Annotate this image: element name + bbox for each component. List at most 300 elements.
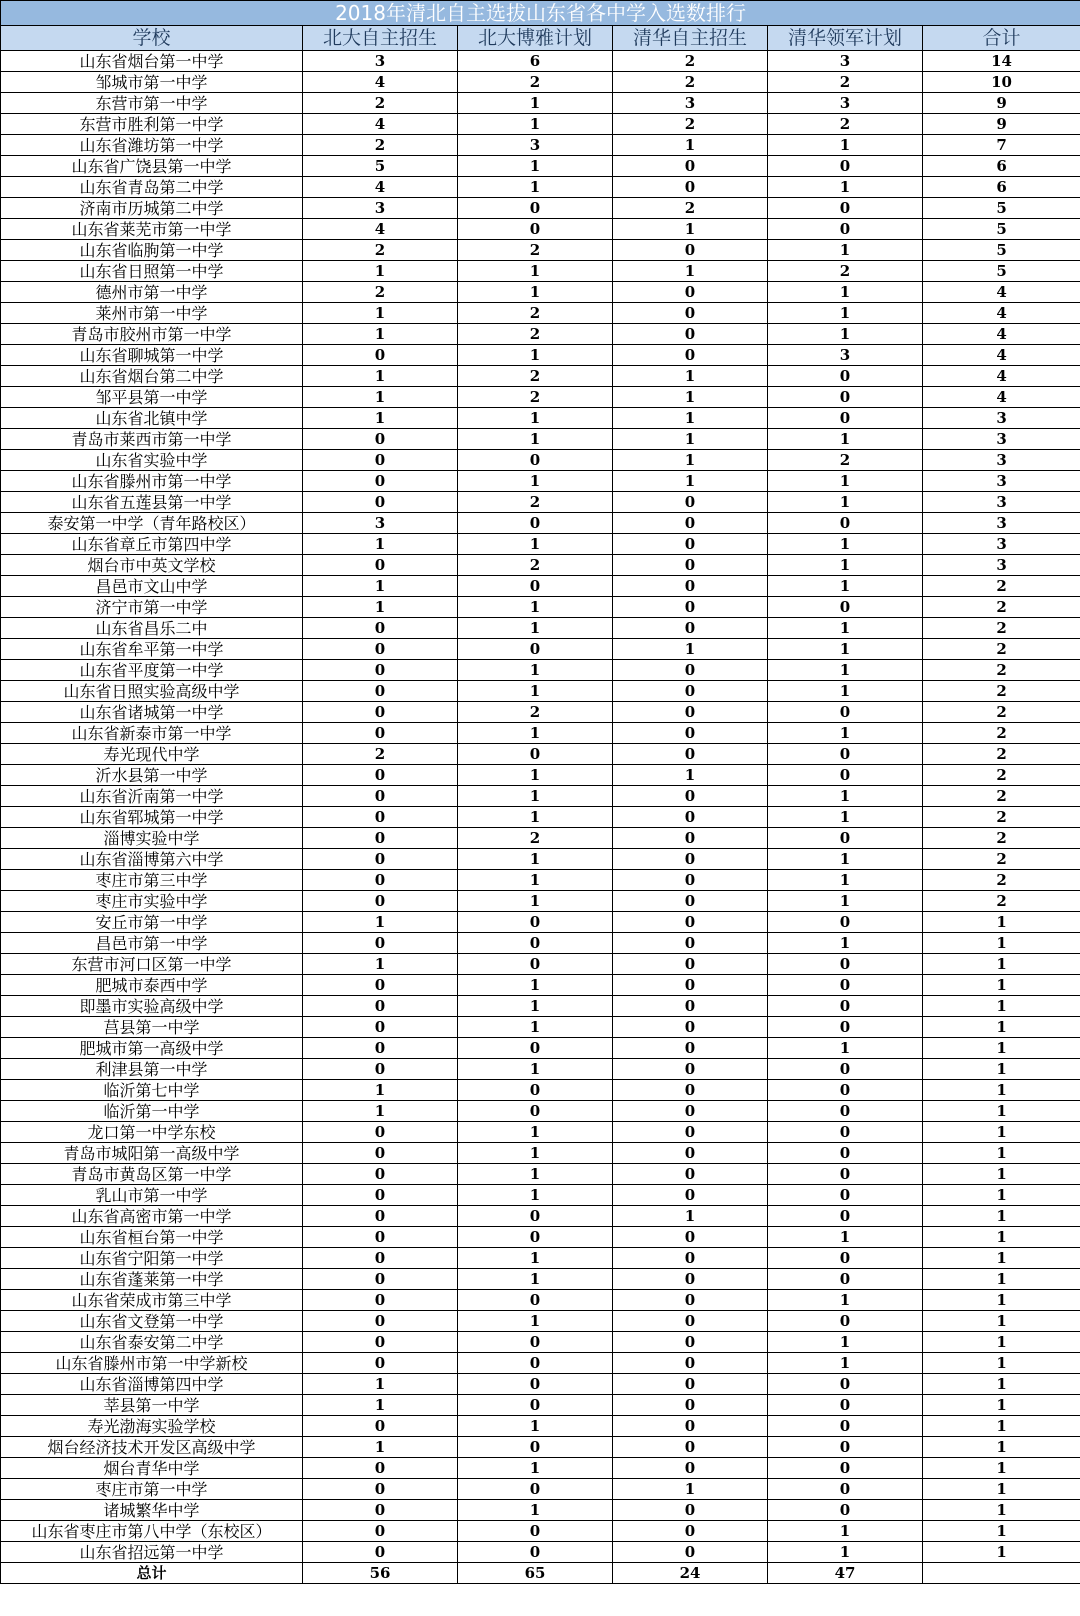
pku-independent-cell: 3: [303, 51, 458, 72]
pku-boya-cell: 0: [458, 1479, 613, 1500]
pku-boya-cell: 1: [458, 681, 613, 702]
table-row: [1, 156, 1080, 177]
total-cell: 1: [923, 933, 1080, 954]
pku-independent-cell: 2: [303, 240, 458, 261]
pku-independent-cell: 0: [303, 1122, 458, 1143]
table-row: [1, 1311, 1080, 1332]
table-row: [1, 639, 1080, 660]
thu-lingjun-cell: 1: [768, 933, 923, 954]
school-cell: 山东省潍坊第一中学: [1, 135, 303, 156]
pku-independent-cell: 0: [303, 471, 458, 492]
thu-independent-cell: 0: [613, 513, 768, 534]
thu-lingjun-cell: 1: [768, 807, 923, 828]
total-cell: 7: [923, 135, 1080, 156]
school-cell: 山东省临朐第一中学: [1, 240, 303, 261]
table-row: [1, 513, 1080, 534]
pku-boya-cell: 0: [458, 1290, 613, 1311]
table-row: [1, 1353, 1080, 1374]
total-cell: 1: [923, 1059, 1080, 1080]
total-cell: 2: [923, 786, 1080, 807]
pku-boya-cell: 2: [458, 240, 613, 261]
table-row: [1, 1521, 1080, 1542]
pku-boya-cell: 0: [458, 1374, 613, 1395]
pku-boya-cell: 1: [458, 93, 613, 114]
total-cell: 3: [923, 408, 1080, 429]
pku-independent-cell: 1: [303, 576, 458, 597]
total-cell: 4: [923, 324, 1080, 345]
total-cell: 1: [923, 1479, 1080, 1500]
thu-lingjun-cell: 1: [768, 1290, 923, 1311]
school-cell: 山东省枣庄市第八中学（东校区）: [1, 1521, 303, 1542]
thu-lingjun-cell: 0: [768, 1143, 923, 1164]
school-cell: 枣庄市实验中学: [1, 891, 303, 912]
school-cell: 邹城市第一中学: [1, 72, 303, 93]
total-cell: 1: [923, 954, 1080, 975]
school-cell: 德州市第一中学: [1, 282, 303, 303]
thu-independent-cell: 0: [613, 555, 768, 576]
pku-boya-cell: 2: [458, 387, 613, 408]
thu-lingjun-cell: 1: [768, 534, 923, 555]
thu-independent-cell: 0: [613, 1143, 768, 1164]
pku-boya-cell: 1: [458, 597, 613, 618]
title-row: [1, 1, 1080, 26]
table-row: [1, 1332, 1080, 1353]
total-cell: 2: [923, 723, 1080, 744]
pku-boya-cell: 0: [458, 1206, 613, 1227]
thu-independent-cell: 0: [613, 492, 768, 513]
pku-independent-cell: 0: [303, 807, 458, 828]
pku-boya-cell: 1: [458, 177, 613, 198]
total-cell: 3: [923, 513, 1080, 534]
total-cell: 1: [923, 1500, 1080, 1521]
total-thu-independent: 24: [613, 1563, 768, 1584]
thu-independent-cell: 0: [613, 1395, 768, 1416]
thu-independent-cell: 2: [613, 72, 768, 93]
table-row: [1, 219, 1080, 240]
thu-independent-cell: 0: [613, 723, 768, 744]
pku-independent-cell: 0: [303, 1206, 458, 1227]
total-label: 总计: [1, 1563, 303, 1584]
school-cell: 山东省蓬莱第一中学: [1, 1269, 303, 1290]
total-cell: 1: [923, 1101, 1080, 1122]
total-sum: [923, 1563, 1080, 1584]
total-cell: 1: [923, 912, 1080, 933]
pku-boya-cell: 0: [458, 912, 613, 933]
pku-independent-cell: 4: [303, 114, 458, 135]
school-cell: 山东省莱芜市第一中学: [1, 219, 303, 240]
table-body: [1, 51, 1080, 1563]
pku-boya-cell: 0: [458, 744, 613, 765]
thu-independent-cell: 0: [613, 1248, 768, 1269]
school-cell: 东营市河口区第一中学: [1, 954, 303, 975]
table-row: [1, 1479, 1080, 1500]
thu-lingjun-cell: 1: [768, 891, 923, 912]
table-row: [1, 1080, 1080, 1101]
pku-independent-cell: 1: [303, 954, 458, 975]
school-cell: 利津县第一中学: [1, 1059, 303, 1080]
thu-lingjun-cell: 0: [768, 1458, 923, 1479]
thu-independent-cell: 0: [613, 849, 768, 870]
pku-independent-cell: 0: [303, 1290, 458, 1311]
pku-boya-cell: 0: [458, 1227, 613, 1248]
table-row: [1, 51, 1080, 72]
thu-independent-cell: 0: [613, 954, 768, 975]
pku-independent-cell: 0: [303, 1038, 458, 1059]
table-row: [1, 177, 1080, 198]
pku-independent-cell: 0: [303, 1311, 458, 1332]
thu-lingjun-cell: 0: [768, 1017, 923, 1038]
header-pku-independent: 北大自主招生: [303, 26, 458, 51]
pku-boya-cell: 1: [458, 1185, 613, 1206]
thu-independent-cell: 0: [613, 1353, 768, 1374]
total-cell: 3: [923, 534, 1080, 555]
total-cell: 2: [923, 681, 1080, 702]
thu-lingjun-cell: 1: [768, 1038, 923, 1059]
pku-independent-cell: 0: [303, 1248, 458, 1269]
school-cell: 泰安第一中学（青年路校区）: [1, 513, 303, 534]
thu-independent-cell: 1: [613, 408, 768, 429]
total-cell: 1: [923, 1521, 1080, 1542]
table-row: [1, 282, 1080, 303]
table-row: [1, 345, 1080, 366]
total-cell: 1: [923, 1080, 1080, 1101]
table-row: [1, 1248, 1080, 1269]
thu-lingjun-cell: 0: [768, 996, 923, 1017]
thu-lingjun-cell: 2: [768, 450, 923, 471]
pku-boya-cell: 1: [458, 534, 613, 555]
header-thu-lingjun: 清华领军计划: [768, 26, 923, 51]
total-cell: 1: [923, 1374, 1080, 1395]
pku-independent-cell: 0: [303, 849, 458, 870]
table-row: [1, 93, 1080, 114]
pku-boya-cell: 2: [458, 324, 613, 345]
pku-boya-cell: 1: [458, 975, 613, 996]
table-row: [1, 1143, 1080, 1164]
thu-independent-cell: 0: [613, 1059, 768, 1080]
thu-lingjun-cell: 1: [768, 177, 923, 198]
pku-boya-cell: 0: [458, 1437, 613, 1458]
table-row: [1, 870, 1080, 891]
pku-independent-cell: 0: [303, 1416, 458, 1437]
school-cell: 寿光现代中学: [1, 744, 303, 765]
thu-independent-cell: 0: [613, 975, 768, 996]
table-row: [1, 492, 1080, 513]
school-cell: 山东省泰安第二中学: [1, 1332, 303, 1353]
thu-lingjun-cell: 1: [768, 618, 923, 639]
total-cell: 6: [923, 177, 1080, 198]
pku-independent-cell: 1: [303, 597, 458, 618]
total-cell: 1: [923, 1395, 1080, 1416]
table-row: [1, 198, 1080, 219]
pku-independent-cell: 0: [303, 618, 458, 639]
pku-independent-cell: 1: [303, 1395, 458, 1416]
total-cell: 2: [923, 870, 1080, 891]
school-cell: 山东省五莲县第一中学: [1, 492, 303, 513]
thu-independent-cell: 0: [613, 618, 768, 639]
total-cell: 1: [923, 1269, 1080, 1290]
table-row: [1, 555, 1080, 576]
thu-lingjun-cell: 2: [768, 261, 923, 282]
thu-independent-cell: 1: [613, 429, 768, 450]
school-cell: 山东省桓台第一中学: [1, 1227, 303, 1248]
thu-lingjun-cell: 1: [768, 240, 923, 261]
school-cell: 东营市胜利第一中学: [1, 114, 303, 135]
school-cell: 安丘市第一中学: [1, 912, 303, 933]
thu-lingjun-cell: 0: [768, 1395, 923, 1416]
thu-independent-cell: 0: [613, 1290, 768, 1311]
pku-independent-cell: 0: [303, 996, 458, 1017]
table-row: [1, 1437, 1080, 1458]
thu-lingjun-cell: 3: [768, 93, 923, 114]
thu-independent-cell: 3: [613, 93, 768, 114]
thu-lingjun-cell: 1: [768, 282, 923, 303]
pku-independent-cell: 0: [303, 1164, 458, 1185]
total-cell: 1: [923, 1416, 1080, 1437]
thu-lingjun-cell: 1: [768, 870, 923, 891]
thu-independent-cell: 0: [613, 240, 768, 261]
pku-independent-cell: 2: [303, 282, 458, 303]
table-row: [1, 597, 1080, 618]
table-row: [1, 681, 1080, 702]
thu-independent-cell: 0: [613, 786, 768, 807]
total-cell: 1: [923, 1290, 1080, 1311]
pku-boya-cell: 1: [458, 114, 613, 135]
thu-independent-cell: 0: [613, 282, 768, 303]
total-cell: 2: [923, 618, 1080, 639]
pku-boya-cell: 2: [458, 492, 613, 513]
total-cell: 2: [923, 828, 1080, 849]
table-row: [1, 135, 1080, 156]
total-cell: 3: [923, 492, 1080, 513]
thu-independent-cell: 0: [613, 828, 768, 849]
school-cell: 青岛市城阳第一高级中学: [1, 1143, 303, 1164]
pku-boya-cell: 1: [458, 807, 613, 828]
thu-independent-cell: 0: [613, 156, 768, 177]
thu-lingjun-cell: 1: [768, 576, 923, 597]
table-row: [1, 366, 1080, 387]
thu-lingjun-cell: 0: [768, 156, 923, 177]
pku-independent-cell: 4: [303, 72, 458, 93]
total-cell: 9: [923, 93, 1080, 114]
school-cell: 山东省北镇中学: [1, 408, 303, 429]
thu-lingjun-cell: 0: [768, 1080, 923, 1101]
thu-independent-cell: 0: [613, 345, 768, 366]
thu-independent-cell: 0: [613, 1311, 768, 1332]
table-row: [1, 387, 1080, 408]
school-cell: 山东省日照实验高级中学: [1, 681, 303, 702]
pku-boya-cell: 0: [458, 639, 613, 660]
table-row: [1, 912, 1080, 933]
school-cell: 济宁市第一中学: [1, 597, 303, 618]
pku-independent-cell: 0: [303, 1332, 458, 1353]
school-cell: 山东省烟台第一中学: [1, 51, 303, 72]
school-cell: 山东省招远第一中学: [1, 1542, 303, 1563]
pku-independent-cell: 1: [303, 1101, 458, 1122]
pku-boya-cell: 0: [458, 1332, 613, 1353]
school-cell: 莘县第一中学: [1, 1395, 303, 1416]
table-row: [1, 408, 1080, 429]
total-cell: 1: [923, 1143, 1080, 1164]
pku-boya-cell: 2: [458, 72, 613, 93]
table-row: [1, 786, 1080, 807]
thu-independent-cell: 0: [613, 1332, 768, 1353]
thu-lingjun-cell: 0: [768, 1122, 923, 1143]
school-cell: 山东省牟平第一中学: [1, 639, 303, 660]
thu-independent-cell: 0: [613, 1122, 768, 1143]
pku-independent-cell: 0: [303, 450, 458, 471]
header-thu-independent: 清华自主招生: [613, 26, 768, 51]
school-cell: 枣庄市第三中学: [1, 870, 303, 891]
thu-independent-cell: 0: [613, 1164, 768, 1185]
total-cell: 2: [923, 702, 1080, 723]
total-cell: 3: [923, 555, 1080, 576]
total-cell: 1: [923, 1185, 1080, 1206]
thu-lingjun-cell: 1: [768, 303, 923, 324]
pku-independent-cell: 1: [303, 261, 458, 282]
pku-boya-cell: 0: [458, 513, 613, 534]
thu-independent-cell: 0: [613, 1269, 768, 1290]
table-row: [1, 534, 1080, 555]
table-row: [1, 576, 1080, 597]
thu-lingjun-cell: 0: [768, 912, 923, 933]
thu-lingjun-cell: 0: [768, 1101, 923, 1122]
table-row: [1, 975, 1080, 996]
total-cell: 5: [923, 240, 1080, 261]
thu-lingjun-cell: 0: [768, 387, 923, 408]
thu-lingjun-cell: 0: [768, 954, 923, 975]
total-cell: 1: [923, 1458, 1080, 1479]
pku-independent-cell: 0: [303, 1479, 458, 1500]
total-cell: 2: [923, 849, 1080, 870]
thu-independent-cell: 0: [613, 660, 768, 681]
pku-boya-cell: 3: [458, 135, 613, 156]
total-cell: 1: [923, 975, 1080, 996]
total-cell: 4: [923, 366, 1080, 387]
total-cell: 1: [923, 1017, 1080, 1038]
table-row: [1, 618, 1080, 639]
table-row: [1, 1164, 1080, 1185]
thu-lingjun-cell: 0: [768, 1164, 923, 1185]
pku-independent-cell: 0: [303, 870, 458, 891]
pku-independent-cell: 0: [303, 681, 458, 702]
total-cell: 2: [923, 576, 1080, 597]
thu-independent-cell: 0: [613, 1185, 768, 1206]
thu-lingjun-cell: 1: [768, 660, 923, 681]
table-row: [1, 1416, 1080, 1437]
pku-independent-cell: 3: [303, 513, 458, 534]
thu-lingjun-cell: 0: [768, 765, 923, 786]
pku-independent-cell: 0: [303, 429, 458, 450]
total-cell: 4: [923, 282, 1080, 303]
school-cell: 青岛市胶州市第一中学: [1, 324, 303, 345]
pku-boya-cell: 1: [458, 156, 613, 177]
pku-independent-cell: 0: [303, 765, 458, 786]
school-cell: 龙口第一中学东校: [1, 1122, 303, 1143]
table-row: [1, 1227, 1080, 1248]
table-row: [1, 1038, 1080, 1059]
school-cell: 肥城市泰西中学: [1, 975, 303, 996]
school-cell: 山东省荣成市第三中学: [1, 1290, 303, 1311]
table-row: [1, 471, 1080, 492]
thu-lingjun-cell: 0: [768, 1500, 923, 1521]
pku-boya-cell: 2: [458, 702, 613, 723]
thu-lingjun-cell: 0: [768, 1059, 923, 1080]
thu-lingjun-cell: 0: [768, 513, 923, 534]
total-cell: 9: [923, 114, 1080, 135]
pku-boya-cell: 1: [458, 1500, 613, 1521]
thu-independent-cell: 1: [613, 765, 768, 786]
pku-independent-cell: 0: [303, 492, 458, 513]
table-title: 2018年清北自主选拔山东省各中学入选数排行: [1, 1, 1080, 26]
thu-lingjun-cell: 1: [768, 1332, 923, 1353]
thu-lingjun-cell: 0: [768, 1416, 923, 1437]
table-row: [1, 1059, 1080, 1080]
thu-lingjun-cell: 0: [768, 219, 923, 240]
total-cell: 2: [923, 660, 1080, 681]
thu-independent-cell: 0: [613, 324, 768, 345]
pku-boya-cell: 1: [458, 1059, 613, 1080]
thu-lingjun-cell: 0: [768, 1248, 923, 1269]
pku-boya-cell: 2: [458, 555, 613, 576]
total-cell: 10: [923, 72, 1080, 93]
school-cell: 昌邑市第一中学: [1, 933, 303, 954]
total-cell: 4: [923, 303, 1080, 324]
school-cell: 山东省章丘市第四中学: [1, 534, 303, 555]
school-cell: 山东省淄博第六中学: [1, 849, 303, 870]
total-cell: 1: [923, 1122, 1080, 1143]
thu-independent-cell: 0: [613, 597, 768, 618]
table-row: [1, 1017, 1080, 1038]
total-cell: 4: [923, 345, 1080, 366]
total-cell: 1: [923, 1038, 1080, 1059]
pku-boya-cell: 2: [458, 828, 613, 849]
school-cell: 山东省诸城第一中学: [1, 702, 303, 723]
thu-independent-cell: 0: [613, 807, 768, 828]
thu-independent-cell: 0: [613, 576, 768, 597]
table-row: [1, 807, 1080, 828]
table-row: [1, 765, 1080, 786]
pku-independent-cell: 0: [303, 1227, 458, 1248]
pku-independent-cell: 1: [303, 534, 458, 555]
thu-independent-cell: 1: [613, 387, 768, 408]
thu-independent-cell: 2: [613, 198, 768, 219]
pku-independent-cell: 1: [303, 366, 458, 387]
thu-lingjun-cell: 1: [768, 639, 923, 660]
school-cell: 山东省宁阳第一中学: [1, 1248, 303, 1269]
pku-independent-cell: 0: [303, 786, 458, 807]
pku-boya-cell: 1: [458, 1164, 613, 1185]
thu-independent-cell: 0: [613, 1500, 768, 1521]
table-row: [1, 891, 1080, 912]
pku-independent-cell: 0: [303, 1017, 458, 1038]
thu-independent-cell: 0: [613, 912, 768, 933]
pku-independent-cell: 0: [303, 1269, 458, 1290]
pku-independent-cell: 0: [303, 639, 458, 660]
thu-independent-cell: 1: [613, 471, 768, 492]
thu-independent-cell: 0: [613, 891, 768, 912]
header-pku-boya: 北大博雅计划: [458, 26, 613, 51]
pku-boya-cell: 1: [458, 870, 613, 891]
pku-independent-cell: 1: [303, 324, 458, 345]
pku-independent-cell: 4: [303, 219, 458, 240]
table-row: [1, 1185, 1080, 1206]
total-cell: 14: [923, 51, 1080, 72]
school-cell: 山东省高密市第一中学: [1, 1206, 303, 1227]
table-row: [1, 1374, 1080, 1395]
thu-independent-cell: 0: [613, 870, 768, 891]
table-row: [1, 849, 1080, 870]
thu-lingjun-cell: 0: [768, 975, 923, 996]
